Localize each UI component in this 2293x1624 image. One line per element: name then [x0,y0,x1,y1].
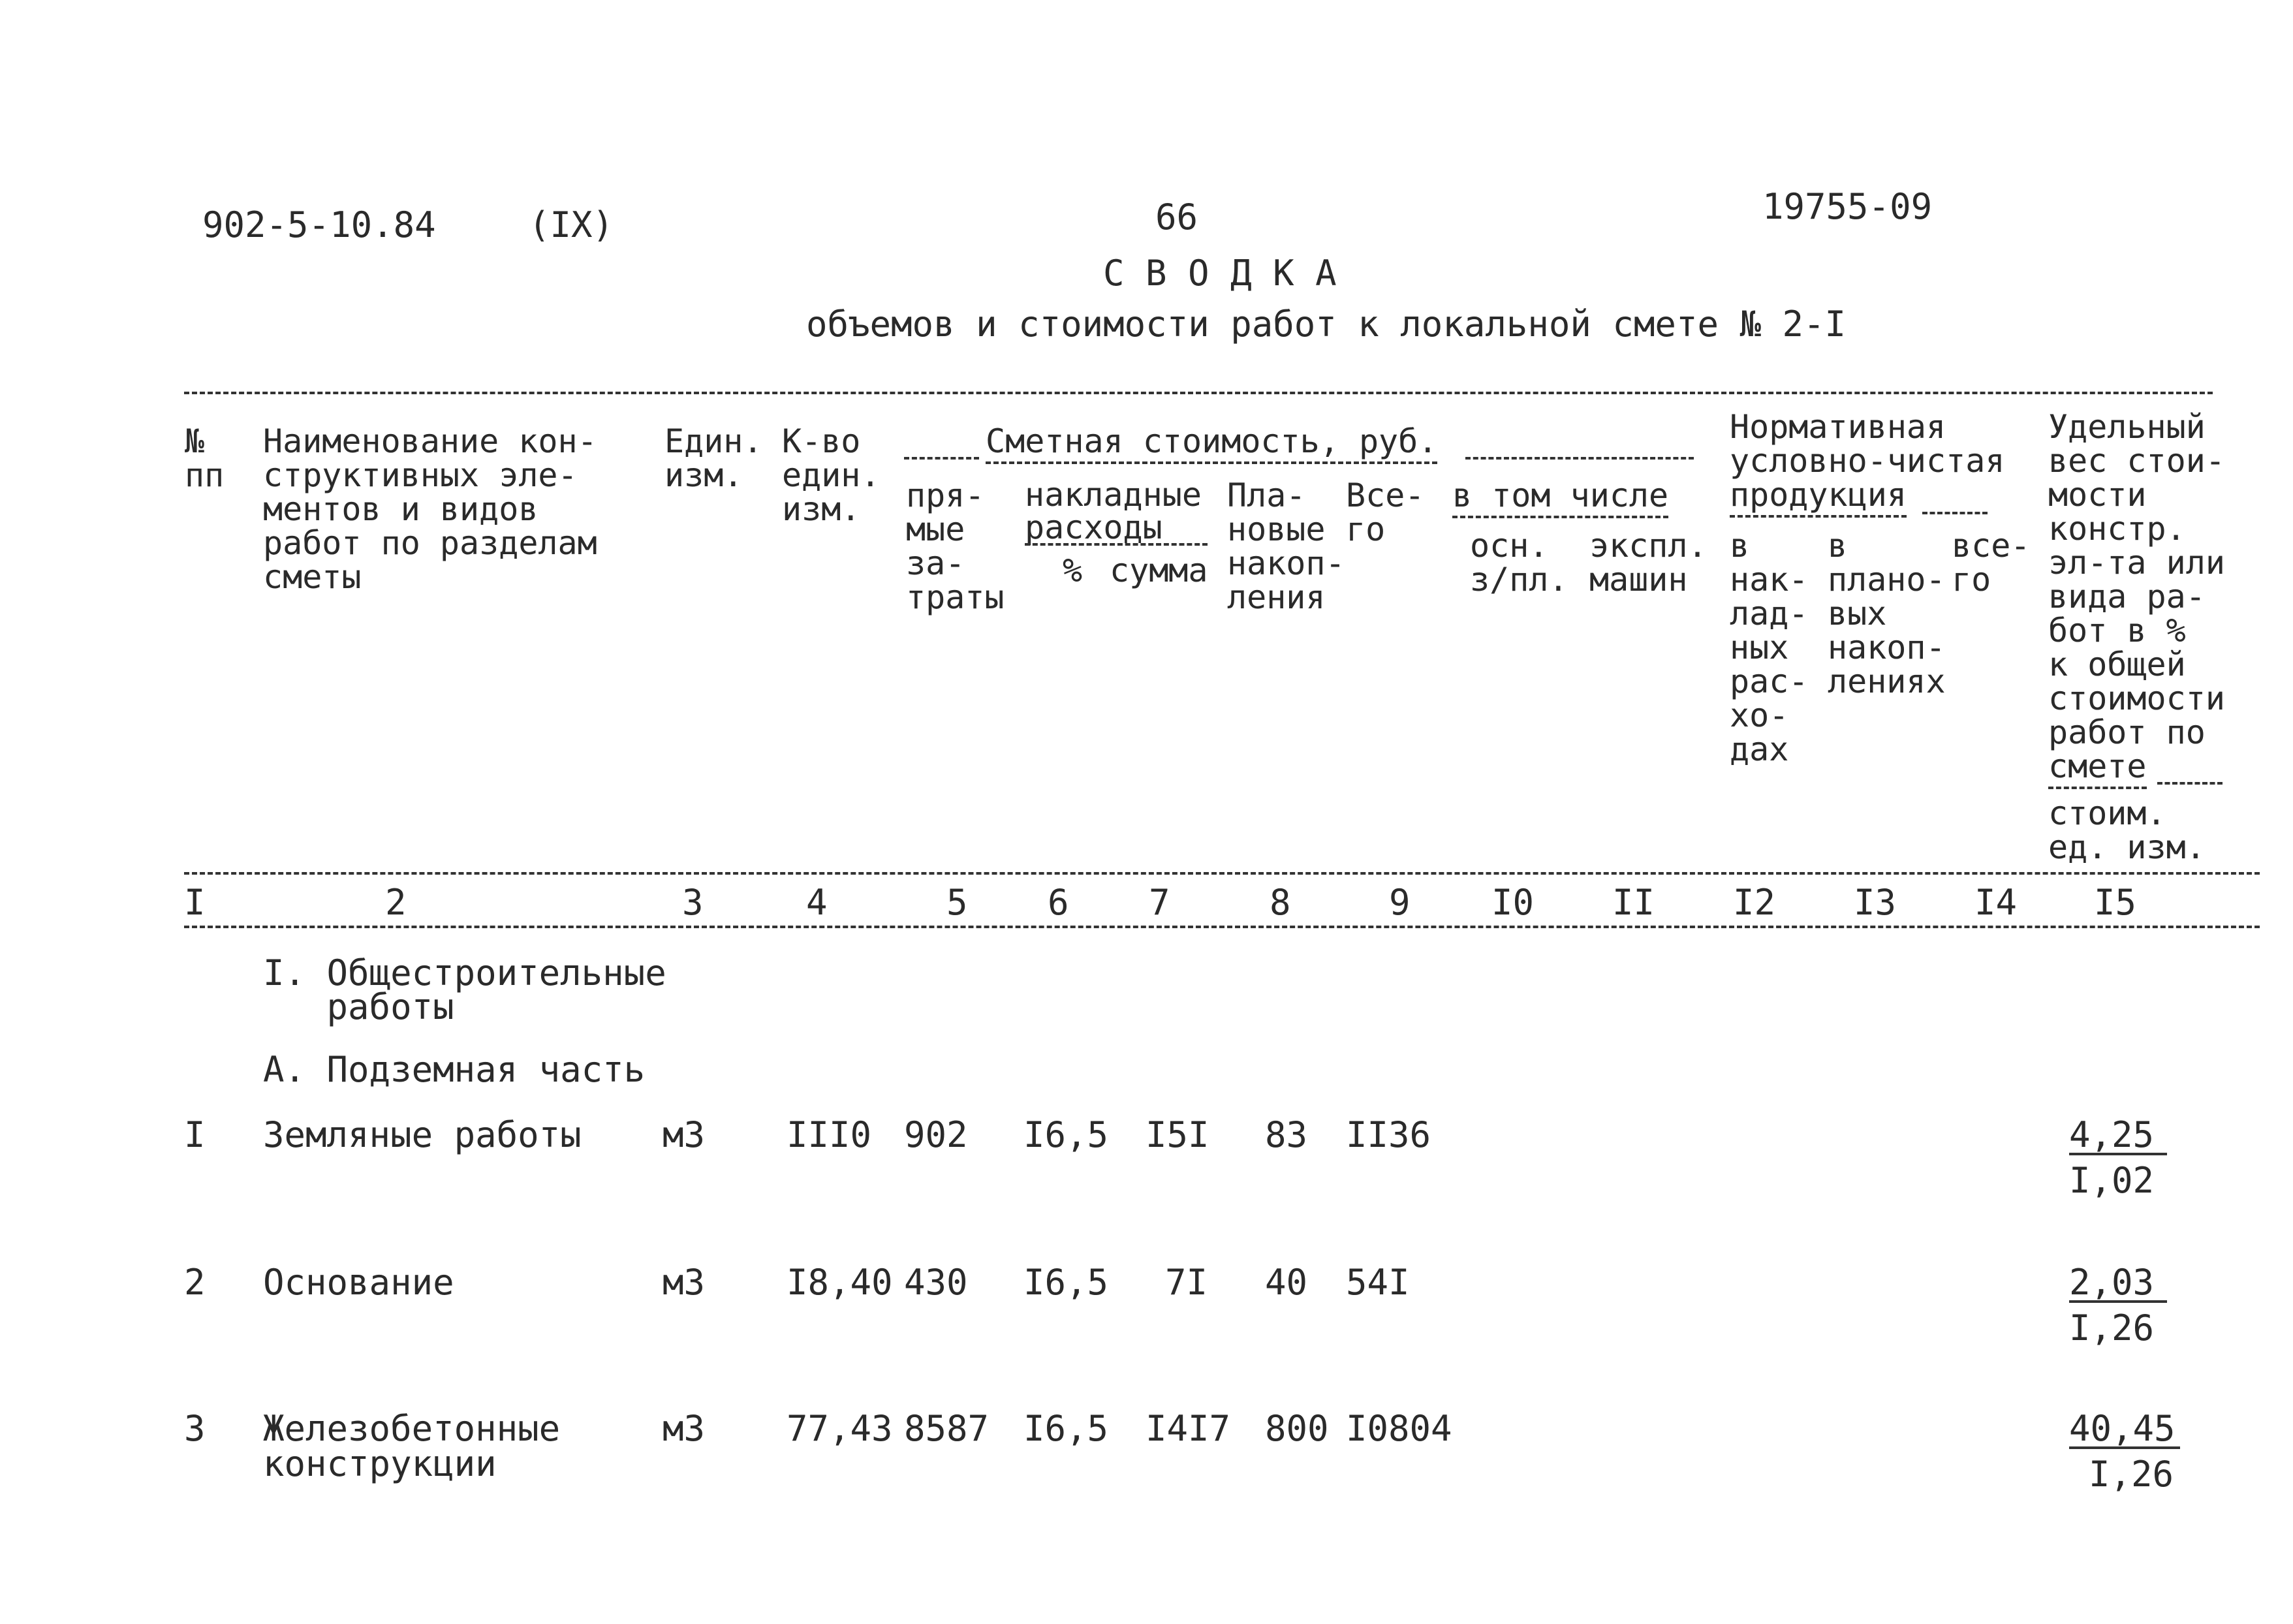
column-number-14: I4 [1974,882,2018,923]
column-number-7: 7 [1149,882,1170,923]
column-number-3: 3 [682,882,704,923]
header-col-direct-costs: пря- мые за- траты [906,476,1005,616]
norm-group-rule [1922,512,1988,514]
page-number: 66 [1155,196,1198,238]
cost-group-rule-left [904,457,979,460]
subsection-heading-underground: А. Подземная часть [263,1049,646,1090]
header-col-quantity: К-во един. изм. [782,422,881,528]
header-overhead-group: накладные расходы [1025,476,1202,546]
column-number-5: 5 [946,882,968,923]
header-col-machine-operation: экспл. машин [1589,527,1708,599]
row-3-name: Железобетонные конструкции [263,1408,561,1484]
header-specific-weight: Удельный вес стои- мости констр. эл-та или вида ра- бот в % к общей стоимости работ по [2048,408,2225,751]
row-1-total: II36 [1346,1114,1431,1155]
column-number-12: I2 [1733,882,1776,923]
header-col-wages: осн. з/пл. [1470,527,1568,599]
header-col-overhead-sum: сумма [1110,552,1208,589]
document-code: 902-5-10.84 [202,204,436,245]
section-heading-general-construction: I. Общестроительные работы [263,952,666,1027]
header-col-norm-total: все- го [1952,527,2031,599]
header-norm-group-line3: продукция [1730,478,1907,512]
column-number-1: I [184,882,206,923]
column-number-9: 9 [1389,882,1411,923]
row-2-share-percent: 2,03 [2069,1265,2170,1303]
column-number-11: II [1612,882,1655,923]
row-1-share-unit: I,02 [2069,1160,2155,1201]
header-col-norm-planned: в плано- вых накоп- лениях [1828,527,1946,700]
column-number-10: I0 [1491,882,1535,923]
header-specific-weight-sub: стоим. ед. изм. [2048,794,2206,866]
row-2-unit: м3 [663,1262,706,1303]
row-2-overhead-percent: I6,5 [1023,1262,1109,1303]
row-3-share-percent: 40,45 [2069,1411,2183,1449]
row-2-total: 54I [1346,1262,1410,1303]
column-number-8: 8 [1270,882,1291,923]
column-numbers-bottom-rule [184,926,2260,928]
header-col-planned-savings: Пла- новые накоп- ления [1227,476,1345,616]
cost-group-rule-right [1465,457,1694,460]
header-specific-weight-last: смете [2048,749,2147,783]
row-3-share-unit: I,26 [2089,1454,2174,1495]
header-col-unit: Един. изм. [664,422,763,494]
row-3-overhead-percent: I6,5 [1023,1408,1109,1449]
row-1-direct-costs: 902 [904,1114,968,1155]
column-number-6: 6 [1048,882,1069,923]
row-1-name: Земляные работы [263,1114,582,1155]
document-part: (IX) [529,204,614,245]
header-col-norm-overhead: в нак- лад- ных рас- хо- дах [1730,527,1809,768]
document-subtitle: объемов и стоимости работ к локальной смете № 2-I [806,304,1847,345]
row-2-planned-savings: 40 [1265,1262,1308,1303]
column-number-4: 4 [806,882,828,923]
document-title: С В О Д К А [1103,253,1337,294]
column-numbers-top-rule [184,872,2260,875]
header-col-total: Все- го [1346,476,1425,548]
row-1-overhead-sum: I5I [1146,1114,1209,1155]
row-1-planned-savings: 83 [1265,1114,1308,1155]
row-3-direct-costs: 8587 [904,1408,990,1449]
row-3-total: I0804 [1346,1408,1452,1449]
row-1-overhead-percent: I6,5 [1023,1114,1109,1155]
column-number-15: I5 [2094,882,2137,923]
row-2-direct-costs: 430 [904,1262,968,1303]
header-col-percent: % [1063,552,1083,589]
header-including-group: в том числе [1452,478,1668,512]
row-3-unit: м3 [663,1408,706,1449]
row-2-overhead-sum: 7I [1165,1262,1208,1303]
header-col-name: Наименование кон- структивных эле- ментов и видов работ по разделам сметы [263,422,597,596]
header-cost-group: Сметная стоимость, руб. [986,424,1437,458]
header-norm-group-line2: условно-чистая [1730,442,2005,480]
row-1-number: I [184,1114,206,1155]
row-2-name: Основание [263,1262,454,1303]
header-norm-group-line1: Нормативная [1730,408,1946,446]
header-top-rule [184,392,2213,394]
row-3-quantity: 77,43 [787,1408,893,1449]
specific-weight-rule [2157,782,2223,785]
row-3-overhead-sum: I4I7 [1146,1408,1231,1449]
header-col-number: № пп [185,422,225,494]
row-2-share-unit: I,26 [2069,1307,2155,1349]
column-number-2: 2 [385,882,407,923]
row-1-share-percent: 4,25 [2069,1117,2170,1155]
column-number-13: I3 [1854,882,1897,923]
row-1-unit: м3 [663,1114,706,1155]
overhead-group-rule [1025,543,1208,546]
row-2-number: 2 [184,1262,206,1303]
row-3-planned-savings: 800 [1265,1408,1329,1449]
row-2-quantity: I8,40 [787,1262,893,1303]
inventory-number: 19755-09 [1762,186,1933,227]
row-1-quantity: III0 [787,1114,872,1155]
row-3-number: 3 [184,1408,206,1449]
